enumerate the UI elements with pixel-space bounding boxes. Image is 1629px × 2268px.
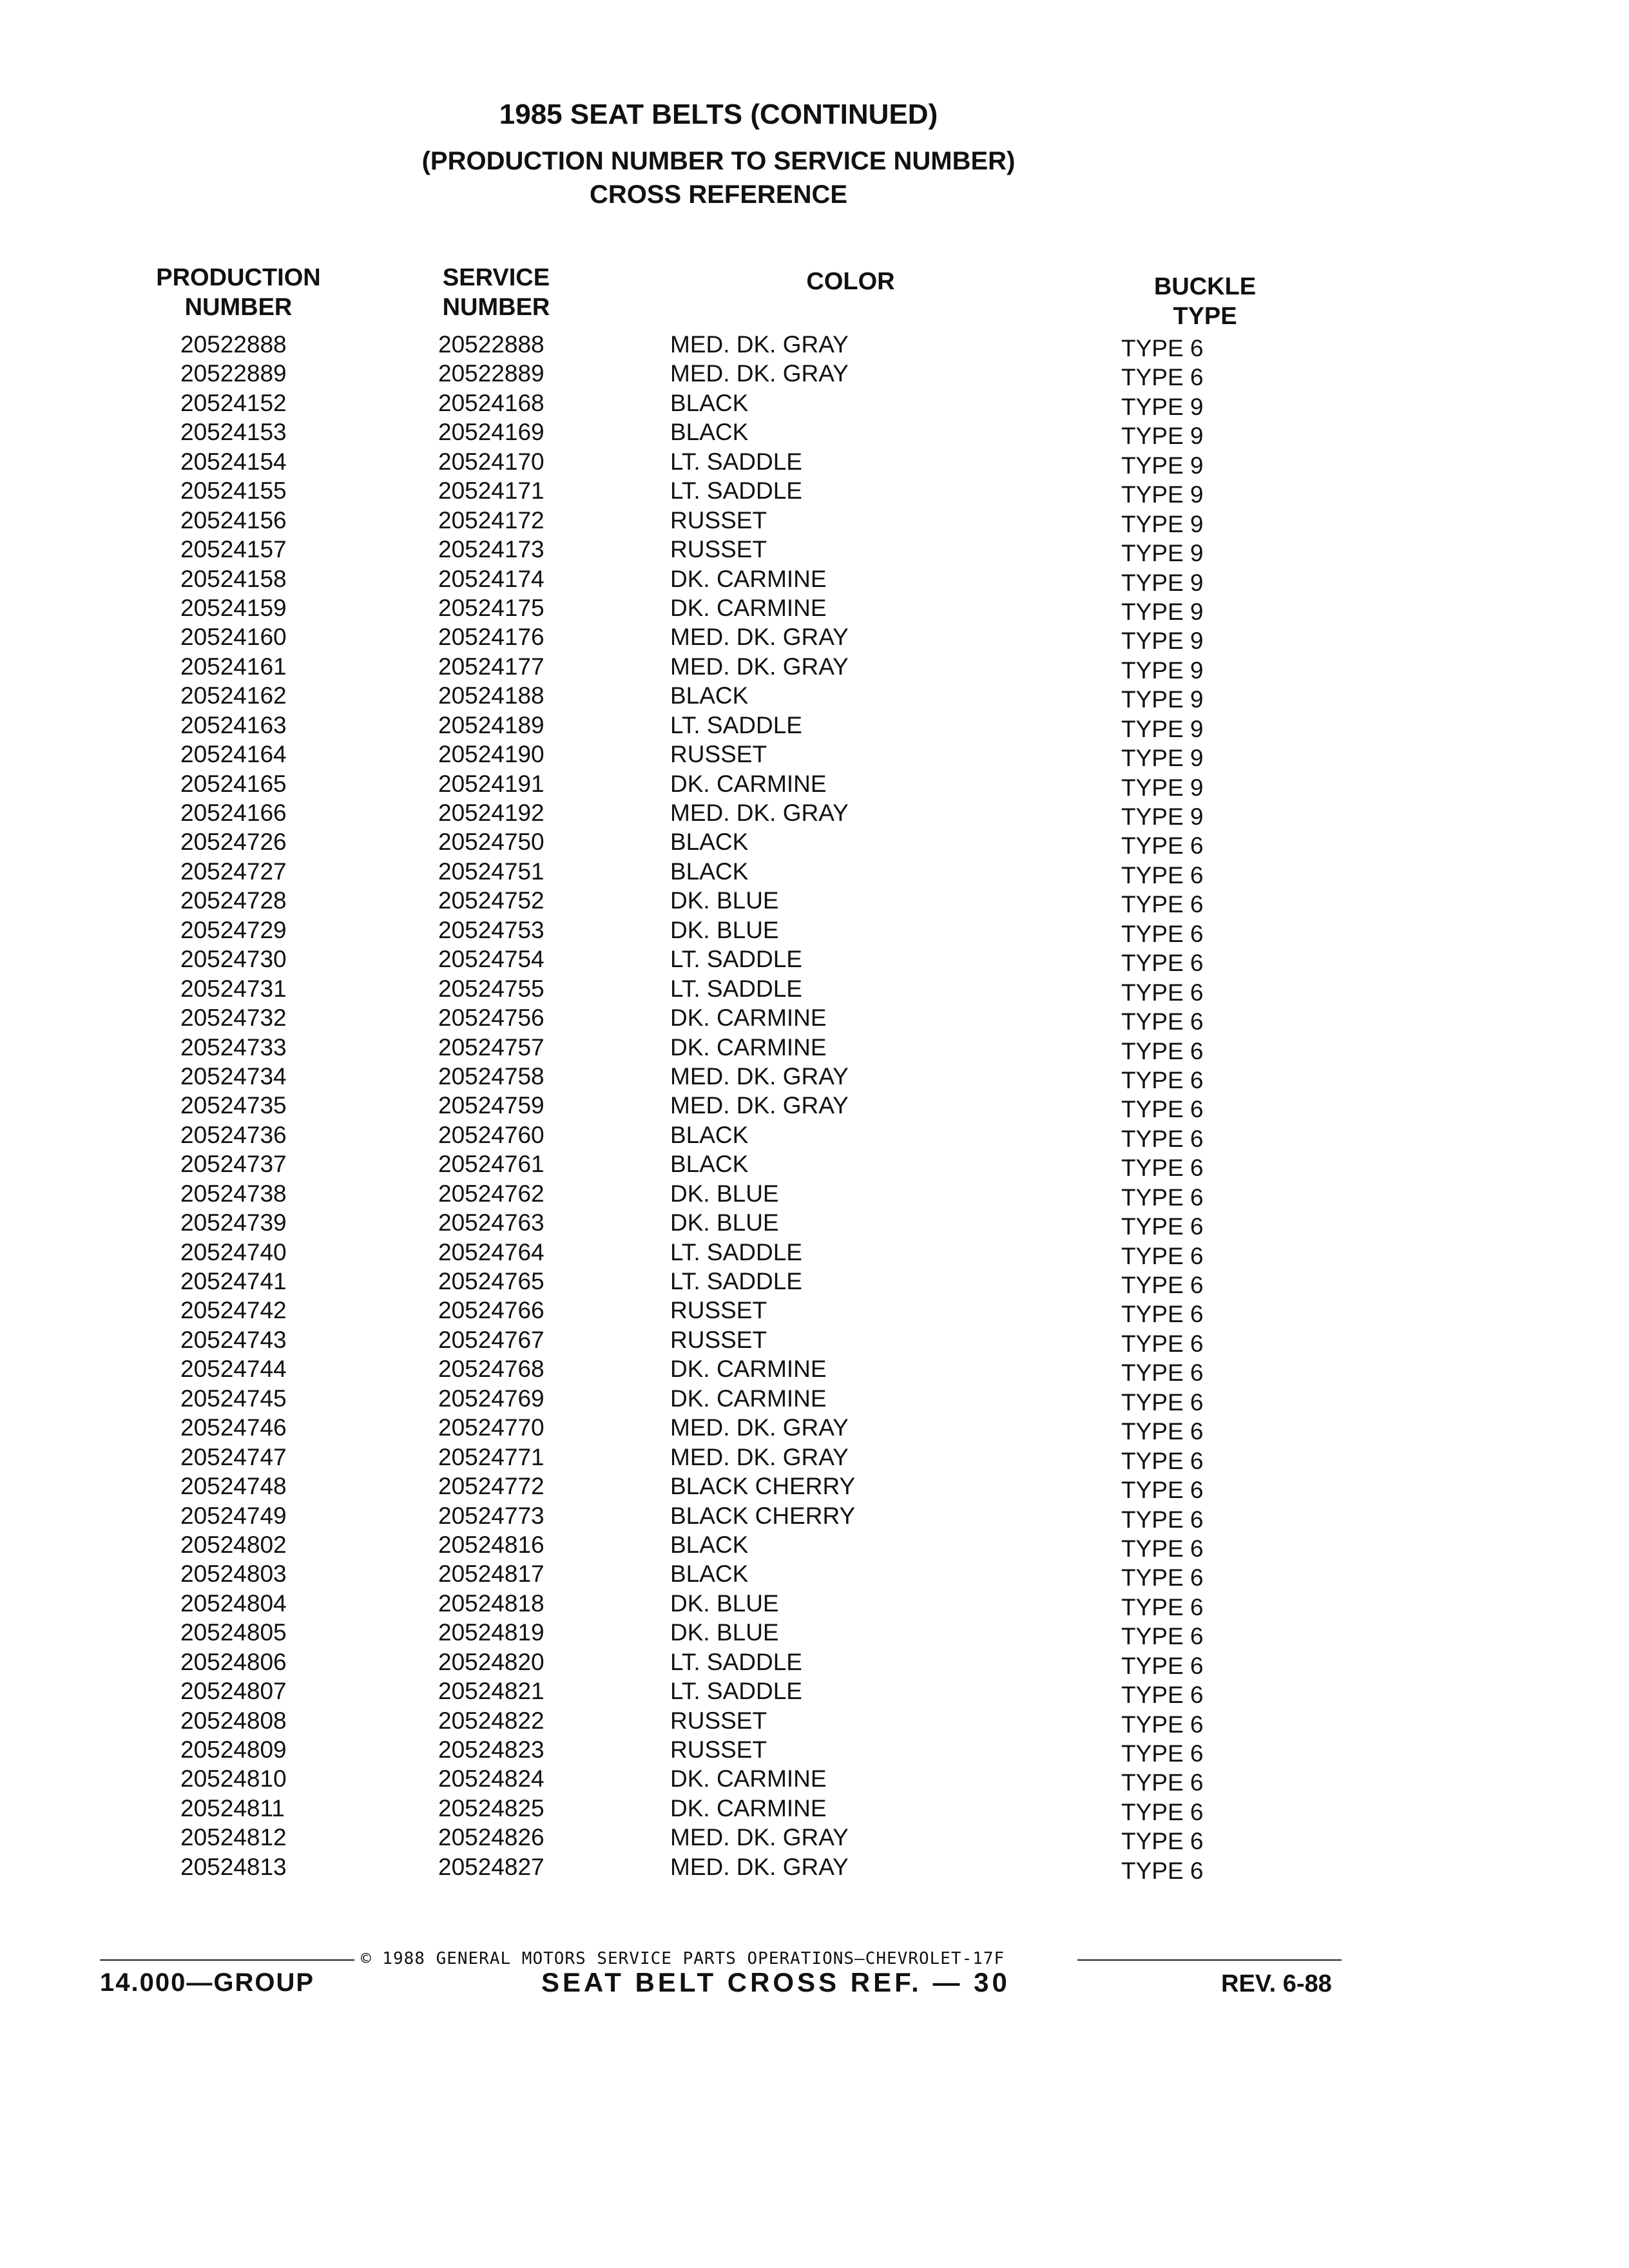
- production-number-cell: 20524156: [180, 506, 287, 533]
- table-row: [0, 1120, 1629, 1152]
- buckle-type-cell: TYPE 9: [1121, 686, 1204, 713]
- color-cell: MED. DK. GRAY: [670, 1824, 849, 1851]
- production-number-cell: 20524744: [180, 1356, 287, 1383]
- table-row: [0, 1501, 1629, 1533]
- service-number-cell: 20524823: [438, 1736, 545, 1763]
- color-cell: MED. DK. GRAY: [670, 1092, 849, 1119]
- service-number-cell: 20524191: [438, 770, 545, 797]
- buckle-type-cell: TYPE 9: [1121, 540, 1204, 567]
- table-row: [0, 857, 1629, 889]
- service-number-cell: 20524826: [438, 1824, 545, 1851]
- table-row: [0, 1179, 1629, 1211]
- color-cell: DK. BLUE: [670, 1180, 779, 1207]
- production-number-cell: 20524805: [180, 1619, 287, 1646]
- table-row: [0, 535, 1629, 567]
- buckle-type-cell: TYPE 6: [1121, 1125, 1204, 1152]
- production-number-cell: 20524747: [180, 1443, 287, 1470]
- buckle-type-cell: TYPE 6: [1121, 1360, 1204, 1387]
- color-cell: RUSSET: [670, 506, 767, 533]
- table-row: [0, 1589, 1629, 1618]
- table-row: [0, 1443, 1629, 1472]
- production-number-cell: 20524812: [180, 1824, 287, 1851]
- color-cell: DK. CARMINE: [670, 1385, 827, 1412]
- cross-reference-table: [0, 330, 1629, 1884]
- production-number-cell: 20524807: [180, 1678, 287, 1705]
- buckle-type-cell: TYPE 9: [1121, 569, 1204, 596]
- color-cell: DK. CARMINE: [670, 770, 827, 797]
- production-number-cell: 20524732: [180, 1004, 287, 1032]
- table-row: [0, 1384, 1629, 1416]
- buckle-type-cell: TYPE 6: [1121, 1711, 1204, 1738]
- buckle-type-cell: TYPE 6: [1121, 364, 1204, 391]
- buckle-type-cell: TYPE 6: [1121, 1623, 1204, 1650]
- service-number-cell: 20524760: [438, 1121, 545, 1148]
- color-cell: MED. DK. GRAY: [670, 624, 849, 651]
- color-cell: BLACK: [670, 1561, 749, 1588]
- service-number-cell: 20524824: [438, 1765, 545, 1792]
- service-number-cell: 20524171: [438, 477, 545, 505]
- production-number-cell: 20524733: [180, 1033, 287, 1061]
- production-number-cell: 20524161: [180, 653, 287, 680]
- table-row: [0, 1735, 1629, 1767]
- color-cell: DK. CARMINE: [670, 594, 827, 621]
- buckle-type-cell: TYPE 9: [1121, 715, 1204, 742]
- color-cell: BLACK: [670, 419, 749, 446]
- column-header-color: COLOR: [806, 268, 895, 295]
- color-cell: MED. DK. GRAY: [670, 653, 849, 680]
- table-row: [0, 447, 1629, 479]
- table-row: [0, 506, 1629, 535]
- production-number-cell: 20524802: [180, 1531, 287, 1558]
- buckle-type-cell: TYPE 6: [1121, 950, 1204, 977]
- service-number-cell: 20524772: [438, 1473, 545, 1500]
- buckle-type-cell: TYPE 6: [1121, 1769, 1204, 1796]
- buckle-type-cell: TYPE 9: [1121, 628, 1204, 655]
- table-row: [0, 476, 1629, 508]
- buckle-type-cell: TYPE 6: [1121, 1389, 1204, 1416]
- buckle-type-cell: TYPE 6: [1121, 979, 1204, 1006]
- table-row: [0, 1706, 1629, 1738]
- table-row: [0, 1823, 1629, 1855]
- color-cell: LT. SADDLE: [670, 946, 802, 973]
- table-row: [0, 916, 1629, 945]
- production-number-cell: 20524748: [180, 1473, 287, 1500]
- color-cell: BLACK: [670, 829, 749, 856]
- production-number-cell: 20524163: [180, 711, 287, 738]
- service-number-cell: 20524821: [438, 1678, 545, 1705]
- buckle-type-cell: TYPE 9: [1121, 657, 1204, 684]
- table-row: [0, 418, 1629, 450]
- page-subtitle-2: CROSS REFERENCE: [589, 180, 848, 209]
- production-number-cell: 20524809: [180, 1736, 287, 1763]
- service-number-cell: 20524773: [438, 1502, 545, 1529]
- color-cell: DK. BLUE: [670, 1590, 779, 1617]
- service-number-cell: 20524817: [438, 1561, 545, 1588]
- table-row: [0, 330, 1629, 359]
- table-row: [0, 1794, 1629, 1823]
- service-number-cell: 20524771: [438, 1443, 545, 1470]
- service-number-cell: 20524189: [438, 711, 545, 738]
- footer-page-name: SEAT BELT CROSS REF. — 30: [541, 1967, 1010, 1997]
- color-cell: LT. SADDLE: [670, 975, 802, 1002]
- service-number-cell: 20524822: [438, 1707, 545, 1734]
- color-cell: RUSSET: [670, 1326, 767, 1353]
- buckle-type-cell: TYPE 6: [1121, 1652, 1204, 1679]
- production-number-cell: 20524730: [180, 946, 287, 973]
- service-number-cell: 20524827: [438, 1853, 545, 1880]
- color-cell: BLACK CHERRY: [670, 1502, 856, 1529]
- production-number-cell: 20524804: [180, 1590, 287, 1617]
- service-number-cell: 20524751: [438, 858, 545, 885]
- production-number-cell: 20524746: [180, 1414, 287, 1441]
- buckle-type-cell: TYPE 6: [1121, 1477, 1204, 1504]
- color-cell: LT. SADDLE: [670, 448, 802, 475]
- table-row: [0, 1238, 1629, 1267]
- footer-rule-right: [1077, 1959, 1342, 1961]
- buckle-type-cell: TYPE 9: [1121, 803, 1204, 830]
- production-number-cell: 20524153: [180, 419, 287, 446]
- color-cell: BLACK: [670, 1531, 749, 1558]
- color-cell: LT. SADDLE: [670, 1238, 802, 1265]
- color-cell: RUSSET: [670, 1297, 767, 1324]
- color-cell: MED. DK. GRAY: [670, 800, 849, 826]
- buckle-type-cell: TYPE 6: [1121, 1740, 1204, 1767]
- footer-group: 14.000—GROUP: [100, 1968, 315, 1997]
- buckle-type-cell: TYPE 6: [1121, 1242, 1204, 1269]
- service-number-cell: 20524175: [438, 594, 545, 621]
- table-row: [0, 974, 1629, 1006]
- production-number-cell: 20524159: [180, 594, 287, 621]
- service-number-cell: 20524174: [438, 565, 545, 592]
- production-number-cell: 20524739: [180, 1209, 287, 1236]
- column-header-production: PRODUCTION NUMBER: [156, 264, 321, 321]
- color-cell: DK. BLUE: [670, 1619, 779, 1646]
- service-number-cell: 20524177: [438, 653, 545, 680]
- buckle-type-cell: TYPE 6: [1121, 1593, 1204, 1620]
- production-number-cell: 20524158: [180, 565, 287, 592]
- production-number-cell: 20524157: [180, 536, 287, 563]
- title-block: [0, 97, 1437, 211]
- table-row: [0, 1033, 1629, 1062]
- service-number-cell: 20524752: [438, 887, 545, 914]
- table-row: [0, 1296, 1629, 1328]
- production-number-cell: 20524736: [180, 1121, 287, 1148]
- table-row: [0, 1325, 1629, 1357]
- buckle-type-cell: TYPE 6: [1121, 861, 1204, 889]
- table-row: [0, 1091, 1629, 1123]
- service-number-cell: 20524767: [438, 1326, 545, 1353]
- service-number-cell: 20524761: [438, 1151, 545, 1178]
- production-number-cell: 20524811: [180, 1794, 285, 1821]
- buckle-type-cell: TYPE 6: [1121, 1857, 1204, 1884]
- color-cell: BLACK: [670, 389, 749, 416]
- service-number-cell: 20524176: [438, 624, 545, 651]
- service-number-cell: 20524816: [438, 1531, 545, 1558]
- table-row: [0, 827, 1629, 860]
- service-number-cell: 20524172: [438, 506, 545, 533]
- buckle-type-cell: TYPE 6: [1121, 1682, 1204, 1709]
- buckle-type-cell: TYPE 9: [1121, 510, 1204, 537]
- color-cell: DK. BLUE: [670, 916, 779, 943]
- service-number-cell: 20524769: [438, 1385, 545, 1412]
- color-cell: MED. DK. GRAY: [670, 1062, 849, 1090]
- buckle-type-cell: TYPE 9: [1121, 452, 1204, 479]
- service-number-cell: 20524819: [438, 1619, 545, 1646]
- production-number-cell: 20524166: [180, 800, 287, 826]
- service-number-cell: 20524770: [438, 1414, 545, 1441]
- table-row: [0, 1267, 1629, 1296]
- color-cell: DK. CARMINE: [670, 1765, 827, 1792]
- production-number-cell: 20524734: [180, 1062, 287, 1090]
- production-number-cell: 20524162: [180, 682, 287, 709]
- table-row: [0, 1413, 1629, 1445]
- table-row: [0, 711, 1629, 740]
- production-number-cell: 20524738: [180, 1180, 287, 1207]
- buckle-type-cell: TYPE 9: [1121, 598, 1204, 625]
- table-row: [0, 622, 1629, 655]
- table-row: [0, 564, 1629, 596]
- buckle-type-cell: TYPE 9: [1121, 481, 1204, 508]
- production-number-cell: 20522888: [180, 331, 287, 358]
- table-row: [0, 740, 1629, 772]
- color-cell: RUSSET: [670, 741, 767, 768]
- color-cell: BLACK: [670, 1121, 749, 1148]
- service-number-cell: 20522889: [438, 360, 545, 387]
- color-cell: DK. CARMINE: [670, 1356, 827, 1383]
- service-number-cell: 20524192: [438, 800, 545, 826]
- buckle-type-cell: TYPE 6: [1121, 1213, 1204, 1240]
- service-number-cell: 20524818: [438, 1590, 545, 1617]
- production-number-cell: 20524742: [180, 1297, 287, 1324]
- production-number-cell: 20524743: [180, 1326, 287, 1353]
- service-number-cell: 20524755: [438, 975, 545, 1002]
- production-number-cell: 20524741: [180, 1268, 287, 1294]
- buckle-type-cell: TYPE 6: [1121, 1272, 1204, 1298]
- buckle-type-cell: TYPE 9: [1121, 745, 1204, 772]
- buckle-type-cell: TYPE 6: [1121, 1037, 1204, 1064]
- service-number-cell: 20524768: [438, 1356, 545, 1383]
- production-number-cell: 20524729: [180, 916, 287, 943]
- production-number-cell: 20524152: [180, 389, 287, 416]
- service-number-cell: 20524764: [438, 1238, 545, 1265]
- color-cell: RUSSET: [670, 536, 767, 563]
- buckle-type-cell: TYPE 6: [1121, 1008, 1204, 1035]
- production-number-cell: 20524155: [180, 477, 287, 505]
- service-number-cell: 20524173: [438, 536, 545, 563]
- table-row: [0, 389, 1629, 418]
- color-cell: BLACK: [670, 1151, 749, 1178]
- buckle-type-cell: TYPE 6: [1121, 832, 1204, 860]
- buckle-type-cell: TYPE 6: [1121, 1155, 1204, 1182]
- table-row: [0, 1648, 1629, 1677]
- table-row: [0, 1062, 1629, 1091]
- color-cell: LT. SADDLE: [670, 1678, 802, 1705]
- production-number-cell: 20524810: [180, 1765, 287, 1792]
- service-number-cell: 20522888: [438, 331, 545, 358]
- buckle-type-cell: TYPE 6: [1121, 1798, 1204, 1825]
- color-cell: MED. DK. GRAY: [670, 1853, 849, 1880]
- production-number-cell: 20524731: [180, 975, 287, 1002]
- table-row: [0, 769, 1629, 801]
- production-number-cell: 20524728: [180, 887, 287, 914]
- color-cell: MED. DK. GRAY: [670, 360, 849, 387]
- buckle-type-cell: TYPE 9: [1121, 774, 1204, 801]
- buckle-type-cell: TYPE 6: [1121, 1096, 1204, 1123]
- color-cell: RUSSET: [670, 1707, 767, 1734]
- production-number-cell: 20524806: [180, 1648, 287, 1675]
- color-cell: DK. BLUE: [670, 887, 779, 914]
- table-row: [0, 359, 1629, 391]
- color-cell: LT. SADDLE: [670, 1648, 802, 1675]
- production-number-cell: 20524737: [180, 1151, 287, 1178]
- buckle-type-cell: TYPE 6: [1121, 1301, 1204, 1328]
- production-number-cell: 20524154: [180, 448, 287, 475]
- color-cell: DK. CARMINE: [670, 565, 827, 592]
- production-number-cell: 20524735: [180, 1092, 287, 1119]
- color-cell: DK. CARMINE: [670, 1794, 827, 1821]
- buckle-type-cell: TYPE 6: [1121, 1535, 1204, 1562]
- production-number-cell: 20524727: [180, 858, 287, 885]
- footer-copyright: © 1988 GENERAL MOTORS SERVICE PARTS OPERATIONS—CHEVROLET-17F: [361, 1949, 1005, 1968]
- production-number-cell: 20524808: [180, 1707, 287, 1734]
- service-number-cell: 20524750: [438, 829, 545, 856]
- service-number-cell: 20524756: [438, 1004, 545, 1032]
- service-number-cell: 20524168: [438, 389, 545, 416]
- color-cell: MED. DK. GRAY: [670, 1414, 849, 1441]
- buckle-type-cell: TYPE 6: [1121, 1184, 1204, 1211]
- production-number-cell: 20524740: [180, 1238, 287, 1265]
- production-number-cell: 20524160: [180, 624, 287, 651]
- color-cell: LT. SADDLE: [670, 711, 802, 738]
- color-cell: RUSSET: [670, 1736, 767, 1763]
- color-cell: LT. SADDLE: [670, 477, 802, 505]
- table-row: [0, 1677, 1629, 1709]
- production-number-cell: 20524165: [180, 770, 287, 797]
- buckle-type-cell: TYPE 9: [1121, 393, 1204, 420]
- production-number-cell: 20524726: [180, 829, 287, 856]
- service-number-cell: 20524753: [438, 916, 545, 943]
- table-row: [0, 1618, 1629, 1650]
- color-cell: BLACK: [670, 682, 749, 709]
- table-row: [0, 1852, 1629, 1884]
- column-header-buckle: BUCKLE TYPE: [1153, 273, 1257, 330]
- service-number-cell: 20524758: [438, 1062, 545, 1090]
- buckle-type-cell: TYPE 6: [1121, 335, 1204, 361]
- production-number-cell: 20524803: [180, 1561, 287, 1588]
- service-number-cell: 20524766: [438, 1297, 545, 1324]
- table-row: [0, 1003, 1629, 1035]
- service-number-cell: 20524759: [438, 1092, 545, 1119]
- table-row: [0, 1764, 1629, 1796]
- table-row: [0, 798, 1629, 830]
- column-header-service: SERVICE NUMBER: [442, 264, 550, 321]
- production-number-cell: 20524745: [180, 1385, 287, 1412]
- table-row: [0, 652, 1629, 684]
- buckle-type-cell: TYPE 6: [1121, 1506, 1204, 1533]
- color-cell: BLACK CHERRY: [670, 1473, 856, 1500]
- table-row: [0, 945, 1629, 977]
- table-row: [0, 593, 1629, 625]
- page-title: 1985 SEAT BELTS (CONTINUED): [499, 99, 938, 130]
- service-number-cell: 20524169: [438, 419, 545, 446]
- buckle-type-cell: TYPE 6: [1121, 1564, 1204, 1591]
- footer-rule-left: [100, 1959, 354, 1961]
- footer-revision: REV. 6-88: [1221, 1970, 1332, 1997]
- buckle-type-cell: TYPE 6: [1121, 1447, 1204, 1474]
- service-number-cell: 20524757: [438, 1033, 545, 1061]
- production-number-cell: 20524749: [180, 1502, 287, 1529]
- color-cell: MED. DK. GRAY: [670, 1443, 849, 1470]
- production-number-cell: 20522889: [180, 360, 287, 387]
- buckle-type-cell: TYPE 6: [1121, 920, 1204, 947]
- buckle-type-cell: TYPE 6: [1121, 891, 1204, 918]
- table-row: [0, 1559, 1629, 1591]
- service-number-cell: 20524188: [438, 682, 545, 709]
- buckle-type-cell: TYPE 6: [1121, 1418, 1204, 1445]
- buckle-type-cell: TYPE 6: [1121, 1828, 1204, 1855]
- table-row: [0, 1530, 1629, 1562]
- table-row: [0, 886, 1629, 918]
- service-number-cell: 20524820: [438, 1648, 545, 1675]
- buckle-type-cell: TYPE 9: [1121, 423, 1204, 450]
- color-cell: DK. CARMINE: [670, 1033, 827, 1061]
- color-cell: DK. CARMINE: [670, 1004, 827, 1032]
- color-cell: DK. BLUE: [670, 1209, 779, 1236]
- service-number-cell: 20524825: [438, 1794, 545, 1821]
- color-cell: BLACK: [670, 858, 749, 885]
- buckle-type-cell: TYPE 6: [1121, 1066, 1204, 1093]
- page-subtitle: (PRODUCTION NUMBER TO SERVICE NUMBER): [421, 147, 1016, 175]
- service-number-cell: 20524763: [438, 1209, 545, 1236]
- buckle-type-cell: TYPE 6: [1121, 1330, 1204, 1357]
- service-number-cell: 20524190: [438, 741, 545, 768]
- service-number-cell: 20524765: [438, 1268, 545, 1294]
- service-number-cell: 20524754: [438, 946, 545, 973]
- production-number-cell: 20524164: [180, 741, 287, 768]
- table-row: [0, 1472, 1629, 1504]
- service-number-cell: 20524170: [438, 448, 545, 475]
- color-cell: LT. SADDLE: [670, 1268, 802, 1294]
- table-row: [0, 1354, 1629, 1387]
- table-row: [0, 1149, 1629, 1182]
- service-number-cell: 20524762: [438, 1180, 545, 1207]
- table-row: [0, 1208, 1629, 1240]
- production-number-cell: 20524813: [180, 1853, 287, 1880]
- table-row: [0, 681, 1629, 713]
- color-cell: MED. DK. GRAY: [670, 331, 849, 358]
